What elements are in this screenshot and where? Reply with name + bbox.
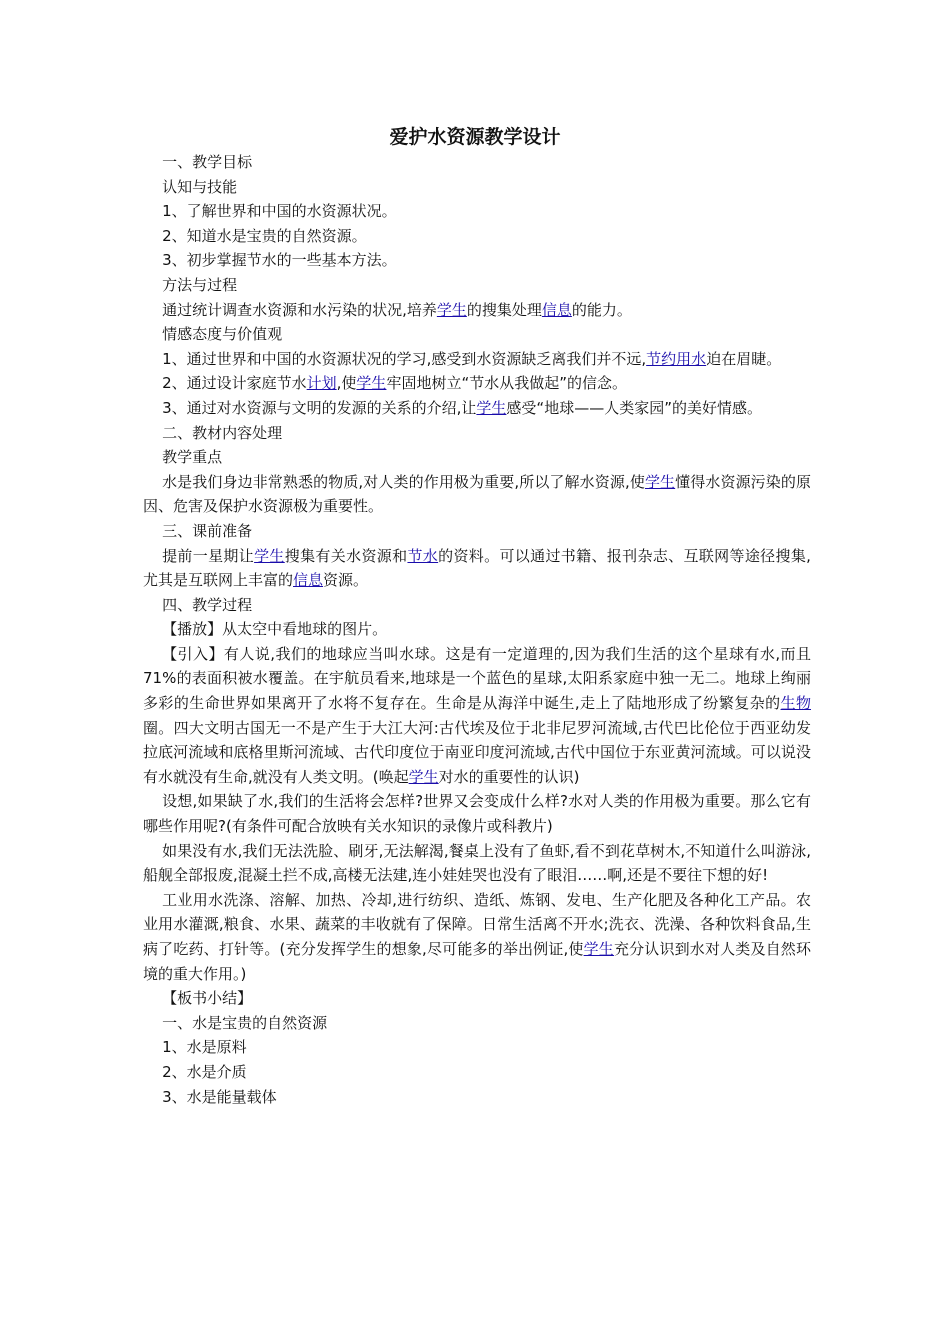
paragraph-text: 一、教学目标 (162, 153, 253, 171)
paragraph-text: 1、了解世界和中国的水资源状况。 (162, 202, 397, 221)
paragraph-text: 对水的重要性的认识) (438, 767, 580, 786)
paragraph (143, 839, 811, 888)
paragraph (143, 642, 811, 790)
paragraph-text: 方法与过程 (162, 275, 238, 294)
paragraph-text: 一、水是宝贵的自然资源 (162, 1013, 328, 1032)
paragraph-text: 懂得水资源污染的原因、危害及保护水资源极为重要性。 (143, 472, 811, 516)
hyperlink[interactable]: 学生 (583, 940, 614, 958)
paragraph (143, 347, 811, 372)
paragraph (143, 175, 811, 200)
paragraph-text: 情感态度与价值观 (162, 325, 283, 344)
paragraph-text: 3、通过对水资源与文明的发源的关系的介绍,让 (162, 398, 477, 417)
hyperlink[interactable]: 学生 (644, 472, 676, 491)
paragraph-text: 迫在眉睫。 (706, 349, 782, 368)
paragraph (143, 224, 811, 249)
paragraph (143, 544, 811, 593)
paragraph-text: 【板书小结】 (162, 989, 253, 1008)
paragraph-text: 3、初步掌握节水的一些基本方法。 (162, 251, 397, 270)
document-body (143, 150, 811, 1109)
hyperlink[interactable]: 学生 (254, 546, 285, 565)
paragraph-text: 三、课前准备 (162, 521, 253, 540)
paragraph-text: 资源。 (323, 571, 369, 590)
paragraph-text: 通过统计调查水资源和水污染的状况,培养 (162, 300, 437, 319)
paragraph (143, 519, 811, 544)
paragraph (143, 986, 811, 1011)
paragraph-text: 2、水是介质 (162, 1062, 247, 1081)
paragraph (143, 199, 811, 224)
paragraph (143, 273, 811, 298)
paragraph-text: 圈。四大文明古国无一不是产生于大江大河:古代埃及位于北非尼罗河流域,古代巴比伦位于西亚幼发拉底河流域和底格里斯河流域、古代印度位于南亚印度河流域,古代中国位于东亚黄河流域。可以说没有水就没有生命,就没有人类文明。(唤起 (143, 718, 811, 786)
hyperlink[interactable]: 学生 (408, 767, 439, 786)
paragraph (143, 371, 811, 396)
hyperlink[interactable]: 学生 (476, 398, 507, 417)
paragraph-text: 的能力。 (571, 300, 632, 319)
paragraph (143, 150, 811, 175)
paragraph (143, 1011, 811, 1036)
paragraph-text: ,使 (336, 374, 357, 393)
paragraph (143, 789, 811, 838)
paragraph-text: 充分认识到水对人类及自然环境的重大作用。) (143, 940, 811, 983)
paragraph (143, 617, 811, 642)
hyperlink[interactable]: 计划 (306, 374, 337, 393)
paragraph-text: 2、通过设计家庭节水 (162, 374, 307, 393)
paragraph-text: 二、教材内容处理 (162, 423, 283, 442)
hyperlink[interactable]: 学生 (436, 300, 467, 319)
hyperlink[interactable]: 信息 (541, 300, 572, 319)
paragraph (143, 396, 811, 421)
paragraph-text: 如果没有水,我们无法洗脸、刷牙,无法解渴,餐桌上没有了鱼虾,看不到花草树木,不知道什么叫游泳,船舰全部报废,混凝土拦不成,高楼无法建,连小娃娃哭也没有了眼泪……啊,还是不要往下想的好! (143, 841, 811, 885)
paragraph (143, 888, 811, 986)
hyperlink[interactable]: 节水 (407, 546, 439, 565)
paragraph-text: 2、知道水是宝贵的自然资源。 (162, 226, 367, 245)
paragraph (143, 593, 811, 618)
paragraph (143, 248, 811, 273)
paragraph-text: 认知与技能 (162, 177, 238, 196)
paragraph-text: 3、水是能量载体 (162, 1087, 277, 1106)
paragraph-text: 1、水是原料 (162, 1038, 247, 1057)
paragraph-text: 设想,如果缺了水,我们的生活将会怎样?世界又会变成什么样?水对人类的作用极为重要。那么它有哪些作用呢?(有条件可配合放映有关水知识的录像片或科教片) (143, 792, 811, 836)
paragraph-text: 提前一星期让 (162, 546, 255, 565)
paragraph-text: 的搜集处理 (466, 300, 542, 319)
paragraph-text: 牢固地树立“节水从我做起”的信念。 (386, 374, 627, 393)
paragraph (143, 1085, 811, 1110)
paragraph (143, 421, 811, 446)
hyperlink[interactable]: 生物 (780, 694, 811, 713)
paragraph-text: 水是我们身边非常熟悉的物质,对人类的作用极为重要,所以了解水资源,使 (162, 472, 645, 491)
paragraph-text: 搜集有关水资源和 (284, 546, 408, 565)
paragraph-text: 的资料。可以通过书籍、报刊杂志、互联网等途径搜集,尤其是互联网上丰富的 (143, 546, 811, 590)
paragraph (143, 298, 811, 323)
document-title: 爱护水资源教学设计 (389, 126, 561, 148)
hyperlink[interactable]: 节约用水 (646, 349, 707, 368)
paragraph-text: 1、通过世界和中国的水资源状况的学习,感受到水资源缺乏离我们并不远, (162, 349, 647, 368)
paragraph-text: 【播放】从太空中看地球的图片。 (162, 620, 388, 639)
paragraph (143, 470, 811, 519)
paragraph-text: 工业用水洗涤、溶解、加热、冷却,进行纺织、造纸、炼钢、发电、生产化肥及各种化工产品。农业用水灌溉,粮食、水果、蔬菜的丰收就有了保障。日常生活离不开水;洗衣、洗澡、各种饮料食品,生病了吃药、打针等。(充分发挥学生的想象,尽可能多的举出例证,使 (143, 890, 811, 958)
paragraph-text: 四、教学过程 (162, 595, 253, 614)
paragraph-text: 感受“地球——人类家园”的美好情感。 (506, 398, 762, 417)
paragraph (143, 445, 811, 470)
paragraph-text: 【引入】有人说,我们的地球应当叫水球。这是有一定道理的,因为我们生活的这个星球有水,而且71%的表面积被水覆盖。在宇航员看来,地球是一个蓝色的星球,太阳系家庭中独一无二。地球上绚丽多彩的生命世界如果离开了水将不复存在。生命是从海洋中诞生,走上了陆地形成了纷繁复杂的 (143, 644, 811, 713)
hyperlink[interactable]: 学生 (356, 374, 387, 393)
paragraph (143, 1060, 811, 1085)
hyperlink[interactable]: 信息 (293, 571, 324, 590)
paragraph-text: 教学重点 (162, 448, 223, 467)
paragraph (143, 1035, 811, 1060)
paragraph (143, 322, 811, 347)
